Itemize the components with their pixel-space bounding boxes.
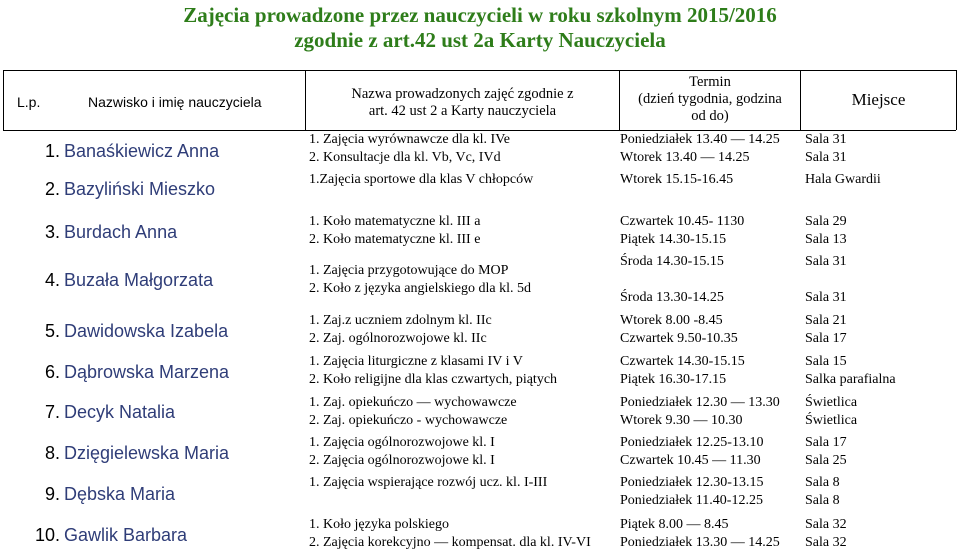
teacher-name: Buzała Małgorzata xyxy=(64,270,214,290)
term-cell: Wtorek 15.15-16.45 xyxy=(620,172,734,187)
teacher-row-9 xyxy=(34,483,175,505)
row-number: 10. xyxy=(34,525,60,545)
teacher-row-1 xyxy=(34,140,219,162)
term-cell: Poniedziałek 12.25-13.10 xyxy=(620,435,764,450)
place-cell: Świetlica xyxy=(805,413,858,428)
place-cell: Sala 15 xyxy=(805,354,847,369)
header-place: Miejsce xyxy=(851,90,906,109)
teacher-name: Dębska Maria xyxy=(64,484,176,504)
table-right-border xyxy=(956,70,957,130)
teacher-name: Dawidowska Izabela xyxy=(64,321,229,341)
teacher-row-4 xyxy=(34,269,213,291)
teacher-name: Gawlik Barbara xyxy=(64,525,188,545)
table-top-border xyxy=(3,70,956,71)
activity-cell: 2. Koło z języka angielskiego dla kl. 5d xyxy=(309,281,531,296)
place-cell: Sala 32 xyxy=(805,517,847,532)
teacher-name: Burdach Anna xyxy=(64,222,178,242)
term-cell: Środa 13.30-14.25 xyxy=(620,290,724,305)
term-cell: Wtorek 9.30 — 10.30 xyxy=(620,413,743,428)
term-cell: Piątek 16.30-17.15 xyxy=(620,372,727,387)
place-cell: Sala 17 xyxy=(805,435,847,450)
row-number: 5. xyxy=(44,321,60,341)
place-cell: Salka parafialna xyxy=(805,372,896,387)
activity-cell: 2. Zajęcia ogólnorozwojowe kl. I xyxy=(309,453,495,468)
term-cell: Wtorek 8.00 -8.45 xyxy=(620,313,723,328)
place-cell: Sala 21 xyxy=(805,313,847,328)
term-cell: Wtorek 13.40 — 14.25 xyxy=(620,150,750,165)
document-title-line2: zgodnie z art.42 ust 2a Karty Nauczyciela xyxy=(294,28,666,52)
term-cell: Czwartek 9.50-10.35 xyxy=(620,331,738,346)
row-number: 6. xyxy=(44,362,60,382)
activity-cell: 2. Koło matematyczne kl. III e xyxy=(309,232,481,247)
header-term-line1: Termin xyxy=(689,74,731,90)
header-activity-line1: Nazwa prowadzonych zajęć zgodnie z xyxy=(351,86,574,102)
header-term-line2: (dzień tygodnia, godzina xyxy=(638,91,782,107)
row-number: 2. xyxy=(44,179,60,199)
teacher-name: Banaśkiewicz Anna xyxy=(64,141,220,161)
place-cell: Sala 8 xyxy=(805,493,840,508)
activity-cell: 2. Zaj. opiekuńczo - wychowawcze xyxy=(309,413,508,428)
activity-cell: 1. Zaj.z uczniem zdolnym kl. IIc xyxy=(309,313,492,328)
row-number: 9. xyxy=(44,484,60,504)
teacher-row-10 xyxy=(34,524,187,546)
activity-cell: 1. Zajęcia liturgiczne z klasami IV i V xyxy=(309,354,523,369)
teacher-name: Dzięgielewska Maria xyxy=(64,443,230,463)
place-cell: Sala 31 xyxy=(805,150,847,165)
teacher-row-8 xyxy=(34,442,229,464)
place-cell: Sala 31 xyxy=(805,132,847,147)
teacher-row-5 xyxy=(34,320,228,342)
term-cell: Piątek 8.00 — 8.45 xyxy=(620,517,729,532)
term-cell: Piątek 14.30-15.15 xyxy=(620,232,727,247)
row-number: 3. xyxy=(44,222,60,242)
activity-cell: 1. Zajęcia wyrównawcze dla kl. IVe xyxy=(309,132,510,147)
place-cell: Sala 31 xyxy=(805,254,847,269)
activity-cell: 1. Koło języka polskiego xyxy=(309,517,449,532)
activity-cell: 1. Zajęcia przygotowujące do MOP xyxy=(309,263,509,278)
teacher-row-6 xyxy=(34,361,229,383)
row-number: 1. xyxy=(44,141,60,161)
header-activity-line2: art. 42 ust 2 a Karty nauczyciela xyxy=(368,103,557,119)
activity-cell: 1. Koło matematyczne kl. III a xyxy=(309,214,481,229)
activity-cell: 2. Koło religijne dla klas czwartych, piątych xyxy=(309,372,558,387)
header-lp: L.p. xyxy=(17,94,41,110)
term-cell: Czwartek 14.30-15.15 xyxy=(620,354,745,369)
document-title-line1: Zajęcia prowadzone przez nauczycieli w roku szkolnym 2015/2016 xyxy=(183,3,777,27)
teacher-name: Dąbrowska Marzena xyxy=(64,362,230,382)
term-cell: Środa 14.30-15.15 xyxy=(620,254,724,269)
activity-cell: 2. Zajęcia korekcyjno — kompensat. dla kl. IV-VI xyxy=(309,535,591,550)
row-number: 4. xyxy=(44,270,60,290)
place-cell: Sala 25 xyxy=(805,453,847,468)
row-number: 8. xyxy=(44,443,60,463)
term-cell: Poniedziałek 12.30-13.15 xyxy=(620,475,764,490)
activity-cell: 2. Zaj. ogólnorozwojowe kl. IIc xyxy=(309,331,487,346)
row-number: 7. xyxy=(44,402,60,422)
teacher-row-3 xyxy=(34,221,177,243)
place-cell: Hala Gwardii xyxy=(805,172,881,187)
teacher-row-7 xyxy=(34,401,175,423)
header-term-line3: od do) xyxy=(691,108,729,124)
activity-cell: 1. Zajęcia ogólnorozwojowe kl. I xyxy=(309,435,495,450)
place-cell: Sala 29 xyxy=(805,214,847,229)
activity-cell: 1. Zaj. opiekuńczo — wychowawcze xyxy=(309,395,517,410)
term-cell: Poniedziałek 13.40 — 14.25 xyxy=(620,132,780,147)
header-name: Nazwisko i imię nauczyciela xyxy=(88,94,262,110)
place-cell: Świetlica xyxy=(805,395,858,410)
term-cell: Czwartek 10.45 — 11.30 xyxy=(620,453,761,468)
term-cell: Poniedziałek 12.30 — 13.30 xyxy=(620,395,780,410)
place-cell: Sala 17 xyxy=(805,331,847,346)
activity-cell: 2. Konsultacje dla kl. Vb, Vc, IVd xyxy=(309,150,501,165)
activity-cell: 1.Zajęcia sportowe dla klas V chłopców xyxy=(309,172,534,187)
teacher-name: Decyk Natalia xyxy=(64,402,176,422)
teacher-name: Bazyliński Mieszko xyxy=(64,179,216,199)
place-cell: Sala 31 xyxy=(805,290,847,305)
table-left-border xyxy=(3,70,4,130)
term-cell: Poniedziałek 13.30 — 14.25 xyxy=(620,535,780,550)
activity-cell: 1. Zajęcia wspierające rozwój ucz. kl. I-III xyxy=(309,475,548,490)
term-cell: Poniedziałek 11.40-12.25 xyxy=(620,493,763,508)
term-cell: Czwartek 10.45- 1130 xyxy=(620,214,745,229)
place-cell: Sala 32 xyxy=(805,535,847,550)
teacher-row-2 xyxy=(34,178,215,200)
place-cell: Sala 8 xyxy=(805,475,840,490)
place-cell: Sala 13 xyxy=(805,232,847,247)
